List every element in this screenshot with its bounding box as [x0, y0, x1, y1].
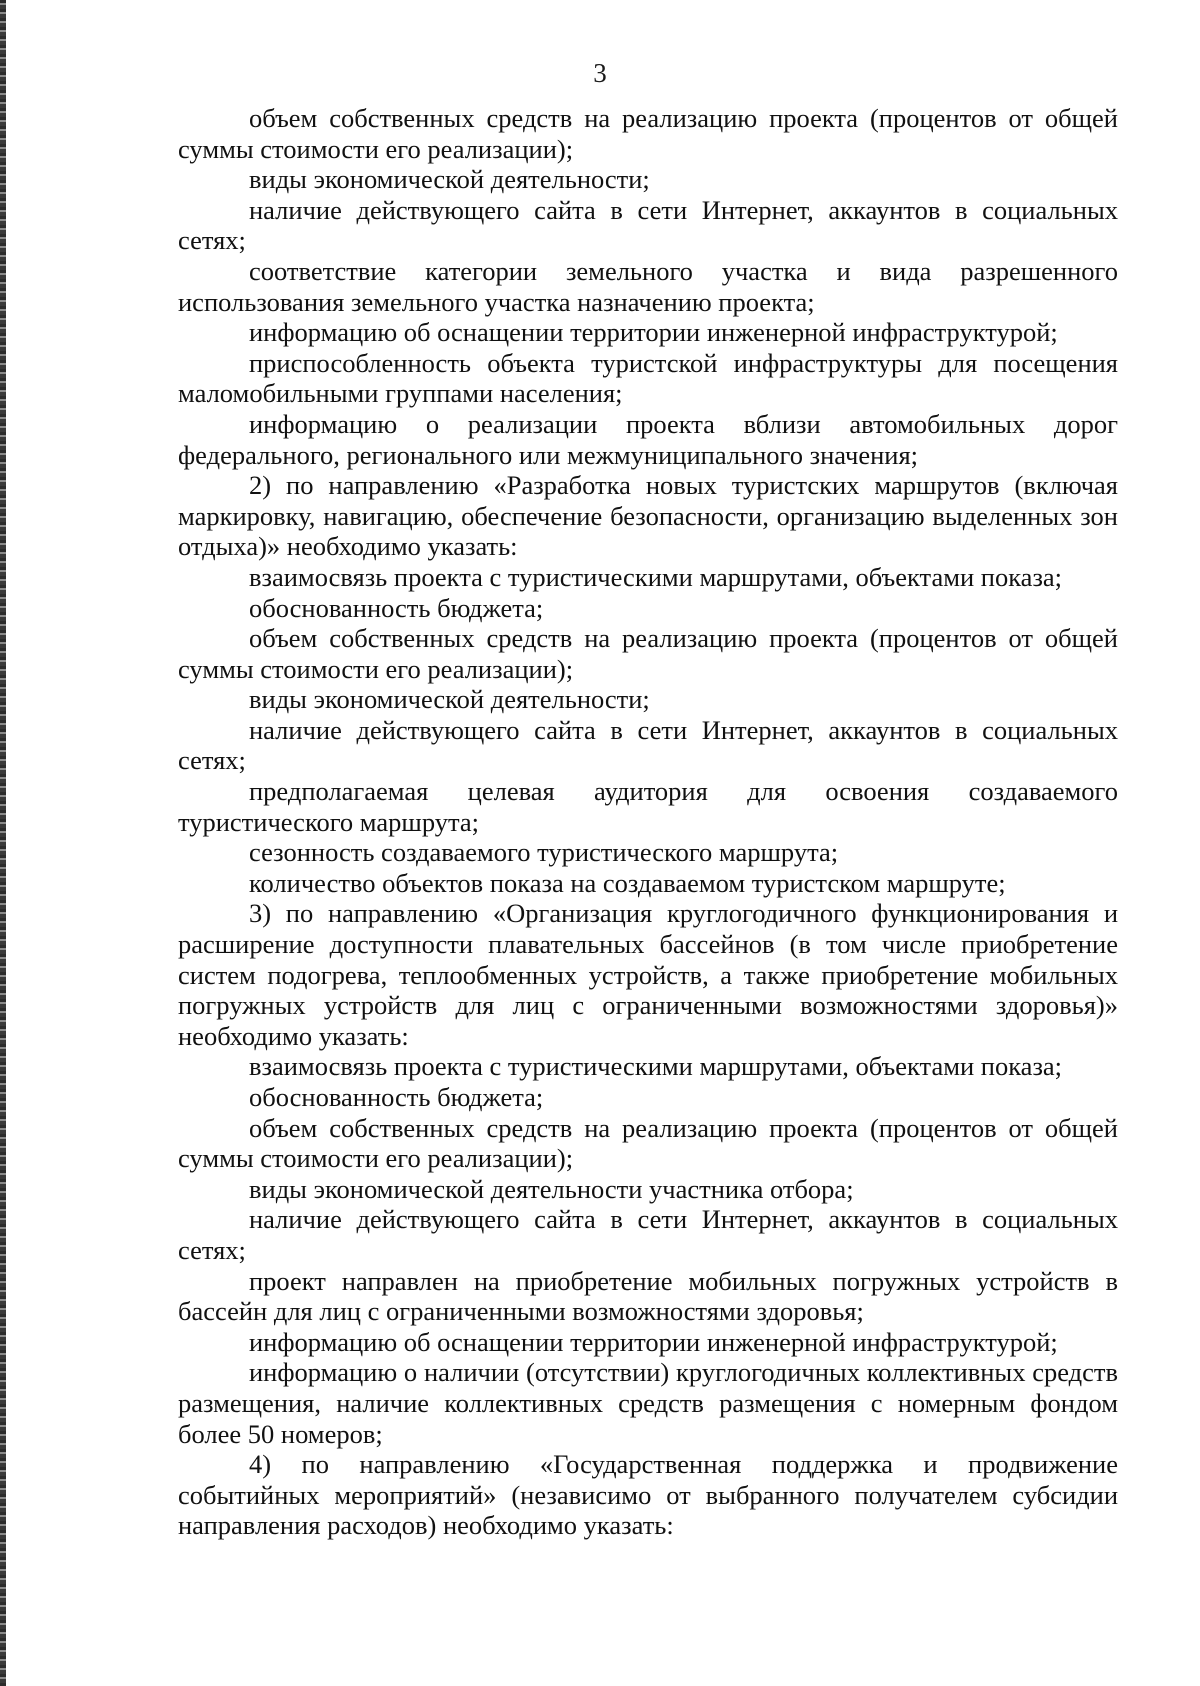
paragraph: количество объектов показа на создаваемом туристском маршруте;: [249, 867, 1006, 898]
paragraph: 4) по направлению «Государственная поддержка и продвижение событийных мероприятий» (независимо от выбранного получателем субсидии направления расходов) необходимо указать:: [178, 1449, 1118, 1541]
paragraph: проект направлен на приобретение мобильных погружных устройств в бассейн для лиц с ограниченными возможностями здоровья;: [178, 1265, 1118, 1327]
paragraph: объем собственных средств на реализацию проекта (процентов от общей суммы стоимости его реализации);: [178, 1112, 1118, 1174]
paragraph: виды экономической деятельности;: [249, 684, 650, 715]
paragraph: 2) по направлению «Разработка новых туристских маршрутов (включая маркировку, навигацию, обеспечение безопасности, организацию выделенных зон отдыха)» необходимо указать:: [178, 470, 1118, 562]
paragraph: обоснованность бюджета;: [249, 1082, 544, 1112]
paragraph: информацию об оснащении территории инженерной инфраструктурой;: [249, 317, 1058, 348]
paragraph: сезонность создаваемого туристического маршрута;: [249, 837, 839, 868]
paragraph: наличие действующего сайта в сети Интернет, аккаунтов в социальных сетях;: [178, 1204, 1118, 1265]
paragraph: информацию об оснащении территории инженерной инфраструктурой;: [249, 1326, 1058, 1357]
scan-edge: [0, 0, 6, 1686]
paragraph: объем собственных средств на реализацию проекта (процентов от общей суммы стоимости его реализации);: [178, 623, 1118, 684]
document-body: [178, 103, 1118, 1541]
page-number: 3: [593, 58, 607, 88]
paragraph: предполагаемая целевая аудитория для освоения создаваемого туристического маршрута;: [178, 776, 1118, 837]
paragraph: 3) по направлению «Организация круглогодичного функционирования и расширение доступности плавательных бассейнов (в том числе приобретение систем подогрева, теплообменных устройств, а также приобретение мобильных погружных устройств для лиц с ограниченными возможностями здоровья)» необходимо указать:: [178, 898, 1118, 1051]
paragraph: взаимосвязь проекта с туристическими маршрутами, объектами показа;: [249, 561, 1063, 592]
paragraph: информацию о наличии (отсутствии) круглогодичных коллективных средств размещения, наличие коллективных средств размещения с номерным фондом более 50 номеров;: [178, 1357, 1118, 1449]
paragraph: обоснованность бюджета;: [249, 592, 544, 623]
paragraph: приспособленность объекта туристской инфраструктуры для посещения маломобильными группами населения;: [178, 347, 1118, 409]
paragraph: объем собственных средств на реализацию проекта (процентов от общей суммы стоимости его реализации);: [178, 103, 1118, 164]
paragraph: взаимосвязь проекта с туристическими маршрутами, объектами показа;: [249, 1051, 1063, 1082]
paragraph: виды экономической деятельности;: [249, 164, 650, 195]
paragraph: соответствие категории земельного участка и вида разрешенного использования земельного участка назначению проекта;: [178, 255, 1118, 317]
paragraph: наличие действующего сайта в сети Интернет, аккаунтов в социальных сетях;: [178, 714, 1118, 776]
paragraph: наличие действующего сайта в сети Интернет, аккаунтов в социальных сетях;: [178, 194, 1118, 256]
paragraph: виды экономической деятельности участника отбора;: [249, 1173, 854, 1204]
paragraph: информацию о реализации проекта вблизи автомобильных дорог федерального, регионального или межмуниципального значения;: [178, 408, 1118, 470]
